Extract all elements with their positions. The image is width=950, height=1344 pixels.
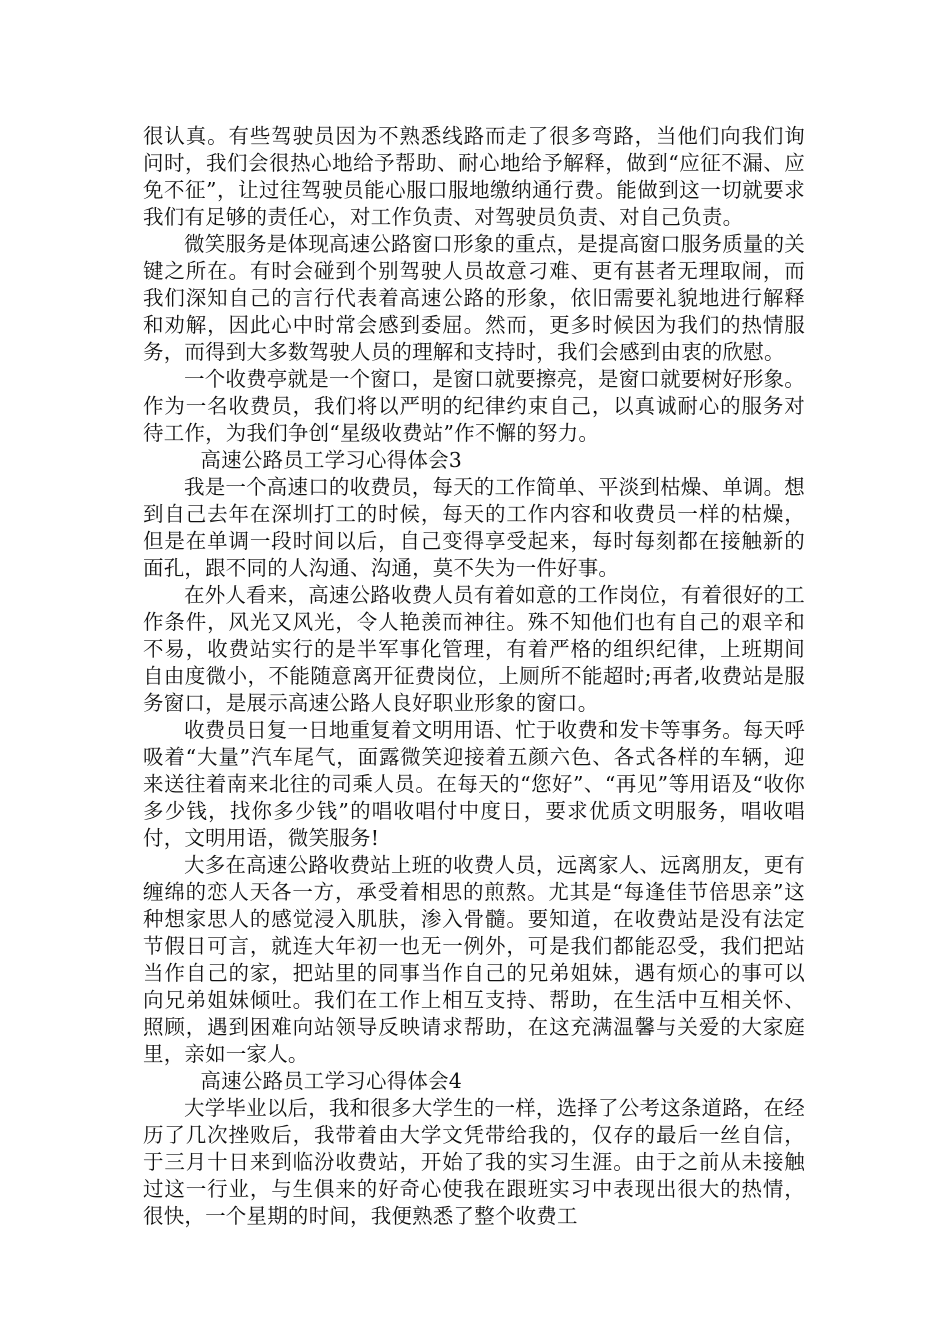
paragraph-5: 在外人看来，高速公路收费人员有着如意的工作岗位，有着很好的工作条件，风光又风光，令人艳羡而神往。殊不知他们也有自己的艰辛和不易，收费站实行的是半军事化管理，有着严格的组织纪律，上班期间自由度微小，不能随意离开征费岗位，上厕所不能超时;再者,收费站是服务窗口，是展示高速公路人良好职业形象的窗口。 xyxy=(143,583,805,715)
paragraph-4: 我是一个高速口的收费员，每天的工作简单、平淡到枯燥、单调。想到自己去年在深圳打工的时候，每天的工作内容和收费员一样的枯燥，但是在单调一段时间以后，自己变得享受起来，每时每刻都在接触新的面孔，跟不同的人沟通、沟通，莫不失为一件好事。 xyxy=(143,475,805,580)
document-body xyxy=(143,123,805,1230)
paragraph-8: 大学毕业以后，我和很多大学生的一样，选择了公考这条道路，在经历了几次挫败后，我带着由大学文凭带给我的，仅存的最后一丝自信，于三月十日来到临汾收费站，开始了我的实习生涯。由于之前从未接触过这一行业，与生俱来的好奇心使我在跟班实习中表现出很大的热情，很快，一个星期的时间，我便熟悉了整个收费工 xyxy=(143,1096,805,1228)
paragraph-2: 微笑服务是体现高速公路窗口形象的重点，是提高窗口服务质量的关键之所在。有时会碰到个别驾驶人员故意刁难、更有甚者无理取闹，而我们深知自己的言行代表着高速公路的形象，依旧需要礼貌地进行解释和劝解，因此心中时常会感到委屈。然而，更多时候因为我们的热情服务，而得到大多数驾驶人员的理解和支持时，我们会感到由衷的欣慰。 xyxy=(143,232,805,364)
paragraph-1: 很认真。有些驾驶员因为不熟悉线路而走了很多弯路，当他们向我们询问时，我们会很热心地给予帮助、耐心地给予解释，做到“应征不漏、应免不征”，让过往驾驶员能心服口服地缴纳通行费。能做到这一切就要求我们有足够的责任心，对工作负责、对驾驶员负责、对自己负责。 xyxy=(143,124,805,229)
section-heading-4: 高速公路员工学习心得体会4 xyxy=(200,1069,463,1093)
section-heading-3: 高速公路员工学习心得体会3 xyxy=(200,448,463,472)
paragraph-6: 收费员日复一日地重复着文明用语、忙于收费和发卡等事务。每天呼吸着“大量”汽车尾气，面露微笑迎接着五颜六色、各式各样的车辆，迎来送往着南来北往的司乘人员。在每天的“您好”、“再见”等用语及“收你多少钱，找你多少钱”的唱收唱付中度日，要求优质文明服务，唱收唱付，文明用语，微笑服务! xyxy=(143,718,805,850)
paragraph-7: 大多在高速公路收费站上班的收费人员，远离家人、远离朋友，更有缠绵的恋人天各一方，承受着相思的煎熬。尤其是“每逢佳节倍思亲”这种想家思人的感觉浸入肌肤，渗入骨髓。要知道，在收费站是没有法定节假日可言，就连大年初一也无一例外，可是我们都能忍受，我们把站当作自己的家，把站里的同事当作自己的兄弟姐妹，遇有烦心的事可以向兄弟姐妹倾吐。我们在工作上相互支持、帮助，在生活中互相关怀、照顾，遇到困难向站领导反映请求帮助，在这充满温馨与关爱的大家庭里，亲如一家人。 xyxy=(143,853,805,1066)
paragraph-3: 一个收费亭就是一个窗口，是窗口就要擦亮，是窗口就要树好形象。作为一名收费员，我们将以严明的纪律约束自己，以真诚耐心的服务对待工作，为我们争创“星级收费站”作不懈的努力。 xyxy=(143,367,805,445)
